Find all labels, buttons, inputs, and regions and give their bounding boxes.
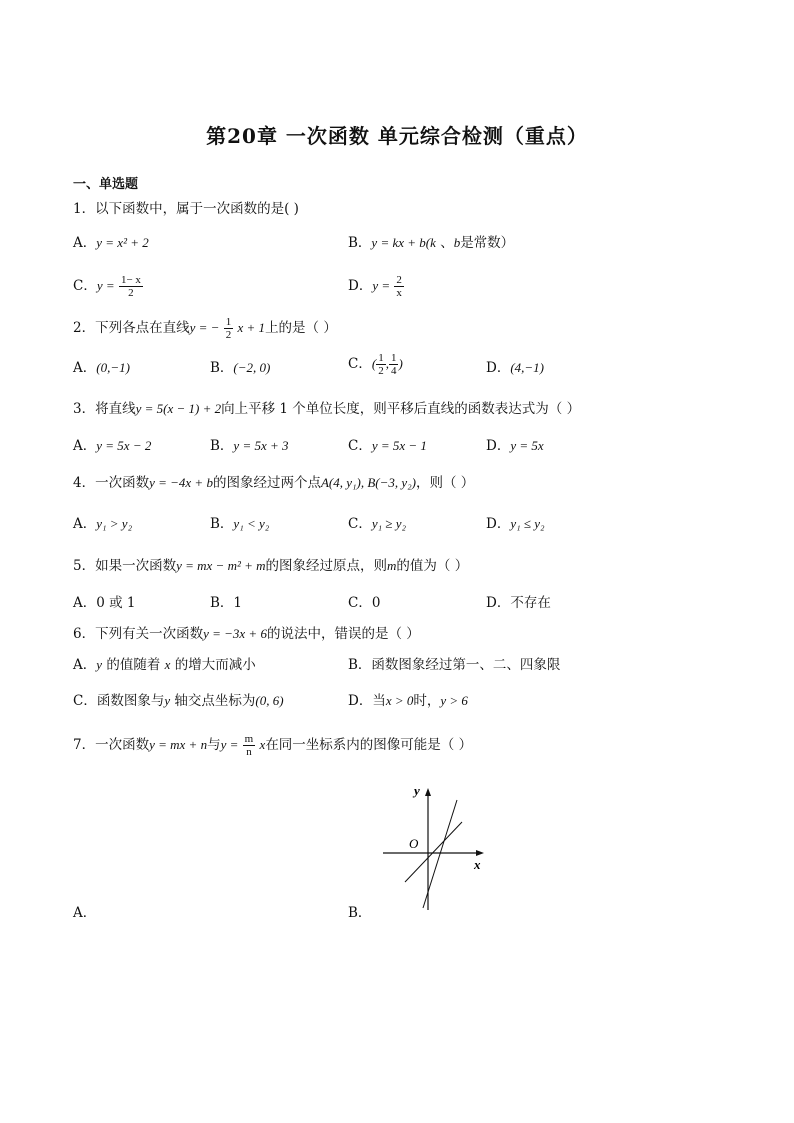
q3-option-d: D．y = 5x: [486, 438, 544, 454]
q5-option-a: A．0 或 1: [73, 595, 136, 611]
q1-option-a: A．y = x² + 2: [73, 235, 149, 251]
q4-option-a: A．y₁ > y₂: [73, 516, 133, 532]
fraction: $\frac{m}{n}$: [244, 733, 254, 758]
fraction: $\frac{1}{4}$: [390, 352, 397, 377]
question-7-stem: 7．一次函数y = mx + n与y = $\frac{m}{n}$ x在同一坐标系内的图像可能是（ ）: [73, 733, 473, 758]
q1-option-c: C．y = $\frac{1- x}{2}$: [73, 274, 141, 299]
q1-option-b: B．y = kx + b(k 、b是常数）: [348, 235, 515, 251]
q4-option-d: D．y₁ ≤ y₂: [486, 516, 545, 532]
question-3-stem: 3．将直线y = 5(x − 1) + 2向上平移 1 个单位长度，则平移后直线的函数表达式为（ ）: [73, 401, 581, 417]
q6-option-d: D．当x > 0时，y > 6: [348, 693, 468, 709]
question-6-stem: 6．下列有关一次函数y = −3x + 6的说法中，错误的是（ ）: [73, 626, 420, 642]
q6-option-c: C．函数图象与y 轴交点坐标为(0, 6): [73, 693, 284, 709]
q4-option-c: C．y₁ ≥ y₂: [348, 516, 407, 532]
question-5-stem: 5．如果一次函数y = mx − m² + m的图象经过原点，则m的值为（ ）: [73, 558, 469, 574]
q5-option-b: B．1: [210, 595, 243, 611]
q6-option-a: A．y 的值随着 x 的增大而减小: [73, 657, 256, 673]
fraction: $\frac{2}{x}$: [396, 274, 402, 299]
q2-option-c: C．( $\frac{1}{2}$ , $\frac{1}{4}$ ): [348, 352, 403, 377]
q6-option-b: B．函数图象经过第一、二、四象限: [348, 657, 561, 673]
q4-option-b: B．y₁ < y₂: [210, 516, 270, 532]
q2-option-d: D．(4,−1): [486, 360, 545, 376]
coordinate-graph: [380, 782, 490, 912]
x-axis-arrow: [476, 850, 484, 856]
q3-option-a: A．y = 5x − 2: [73, 438, 152, 454]
q2-option-a: A．(0,−1): [73, 360, 130, 376]
origin-label: O: [409, 836, 419, 851]
fraction: $\frac{1}{2}$: [378, 352, 384, 377]
fraction: $\frac{1- x}{2}$: [120, 274, 141, 299]
q7-option-b: B．: [348, 905, 372, 921]
question-1-stem: 1．以下函数中，属于一次函数的是( ): [73, 201, 299, 217]
q1-option-d: D．y = $\frac{2}{x}$: [348, 274, 402, 299]
question-4-stem: 4．一次函数y = −4x + b的图象经过两个点A(4, y₁), B(−3, y₂)，则（ ）: [73, 475, 475, 491]
q5-option-d: D．不存在: [486, 595, 551, 611]
q7-option-a: A．: [73, 905, 97, 921]
y-axis-label: y: [414, 783, 420, 798]
q3-option-b: B．y = 5x + 3: [210, 438, 289, 454]
question-2-stem: 2．下列各点在直线y = − $\frac{1}{2}$ x + 1上的是（ ）: [73, 316, 337, 341]
fraction: $\frac{1}{2}$: [225, 316, 232, 341]
section-heading: 一、单选题: [73, 177, 139, 192]
q5-option-c: C．0: [348, 595, 381, 611]
y-axis-arrow: [425, 788, 431, 796]
x-axis-label: x: [474, 857, 481, 872]
q3-option-c: C．y = 5x − 1: [348, 438, 427, 454]
page-title: 第20章 一次函数 单元综合检测（重点）: [206, 124, 588, 148]
q2-option-b: B．(−2, 0): [210, 360, 271, 376]
